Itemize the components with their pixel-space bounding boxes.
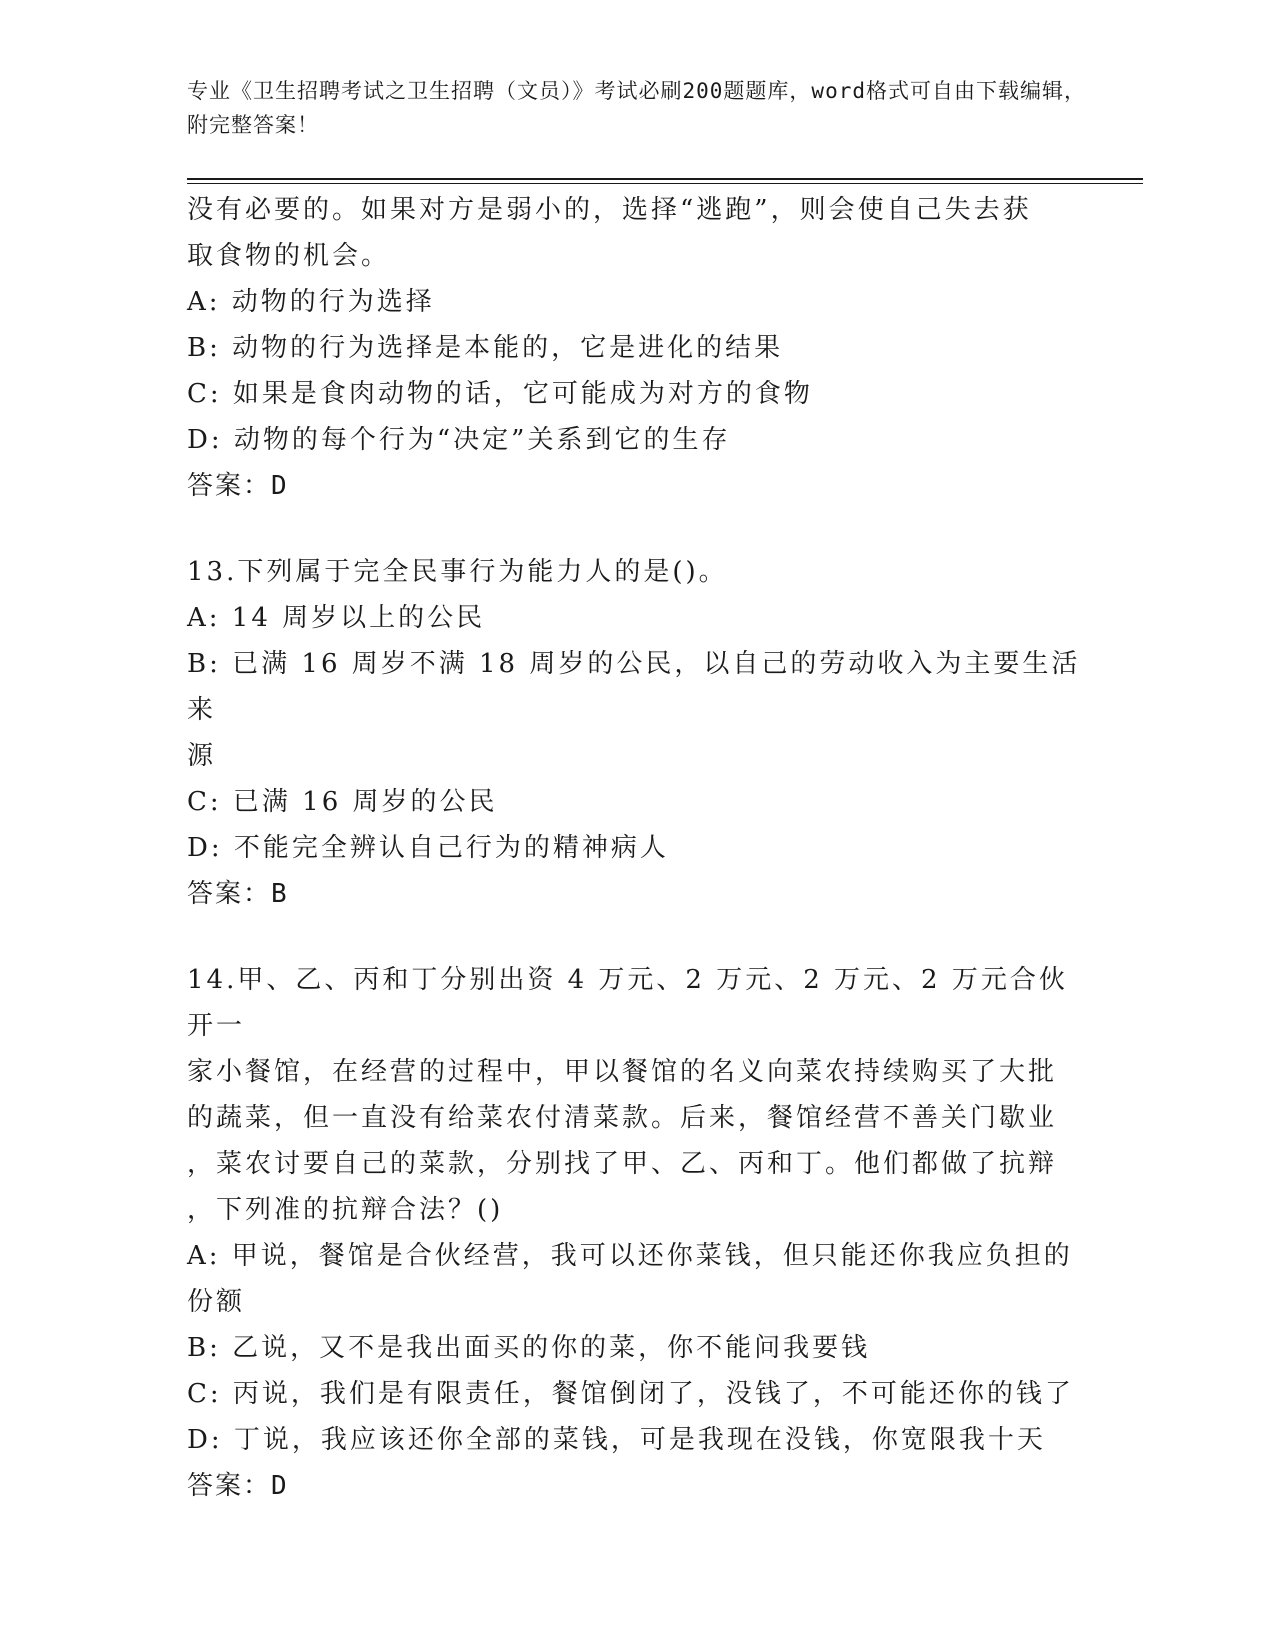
question-content <box>187 187 1087 1509</box>
option-b-continuation: 源 <box>187 741 217 771</box>
document-header: 专业《卫生招聘考试之卫生招聘（文员）》考试必刷200题题库，word格式可自由下载编辑，附完整答案！ <box>187 79 1086 137</box>
answer-label: 答案：D <box>187 471 289 501</box>
option-d: D: 动物的每个行为“决定”关系到它的生存 <box>187 425 731 455</box>
header-divider-thick <box>187 178 1143 180</box>
option-a: A: 甲说，餐馆是合伙经营，我可以还你菜钱，但只能还你我应负担的 <box>187 1241 1073 1271</box>
option-d: D: 丁说，我应该还你全部的菜钱，可是我现在没钱，你宽限我十天 <box>187 1425 1046 1455</box>
question-stem-line: 的蔬菜，但一直没有给菜农付清菜款。后来，餐馆经营不善关门歇业 <box>187 1103 1058 1133</box>
option-a: A: 14 周岁以上的公民 <box>187 603 486 633</box>
option-d: D: 不能完全辨认自己行为的精神病人 <box>187 833 669 863</box>
answer-label: 答案：B <box>187 879 289 909</box>
question-stem-line: 取食物的机会。 <box>187 241 391 271</box>
option-b: B: 动物的行为选择是本能的，它是进化的结果 <box>187 333 784 363</box>
spacer <box>187 509 1087 549</box>
question-stem-line: 没有必要的。如果对方是弱小的，选择“逃跑”，则会使自己失去获 <box>187 195 1032 225</box>
question-stem-line: ，下列准的抗辩合法？() <box>187 1195 504 1225</box>
spacer <box>187 917 1087 957</box>
header-divider-thin <box>187 183 1143 184</box>
question-stem-line: 家小餐馆，在经营的过程中，甲以餐馆的名义向菜农持续购买了大批 <box>187 1057 1058 1087</box>
option-c: C: 如果是食肉动物的话，它可能成为对方的食物 <box>187 379 813 409</box>
question-14 <box>187 957 1087 1509</box>
question-12-continuation <box>187 187 1087 509</box>
option-b: B: 乙说，又不是我出面买的你的菜，你不能问我要钱 <box>187 1333 871 1363</box>
option-c: C: 丙说，我们是有限责任，餐馆倒闭了，没钱了，不可能还你的钱了 <box>187 1379 1074 1409</box>
option-b: B: 已满 16 周岁不满 18 周岁的公民，以自己的劳动收入为主要生活来 <box>187 649 1081 725</box>
option-c: C: 已满 16 周岁的公民 <box>187 787 498 817</box>
question-stem-line: 14.甲、乙、丙和丁分别出资 4 万元、2 万元、2 万元、2 万元合伙开一 <box>187 965 1068 1041</box>
option-a: A: 动物的行为选择 <box>187 287 435 317</box>
option-a-continuation: 份额 <box>187 1287 246 1317</box>
answer-label: 答案：D <box>187 1471 289 1501</box>
question-stem: 13.下列属于完全民事行为能力人的是()。 <box>187 557 728 587</box>
question-stem-line: ，菜农讨要自己的菜款，分别找了甲、乙、丙和丁。他们都做了抗辩 <box>187 1149 1058 1179</box>
question-13 <box>187 549 1087 917</box>
